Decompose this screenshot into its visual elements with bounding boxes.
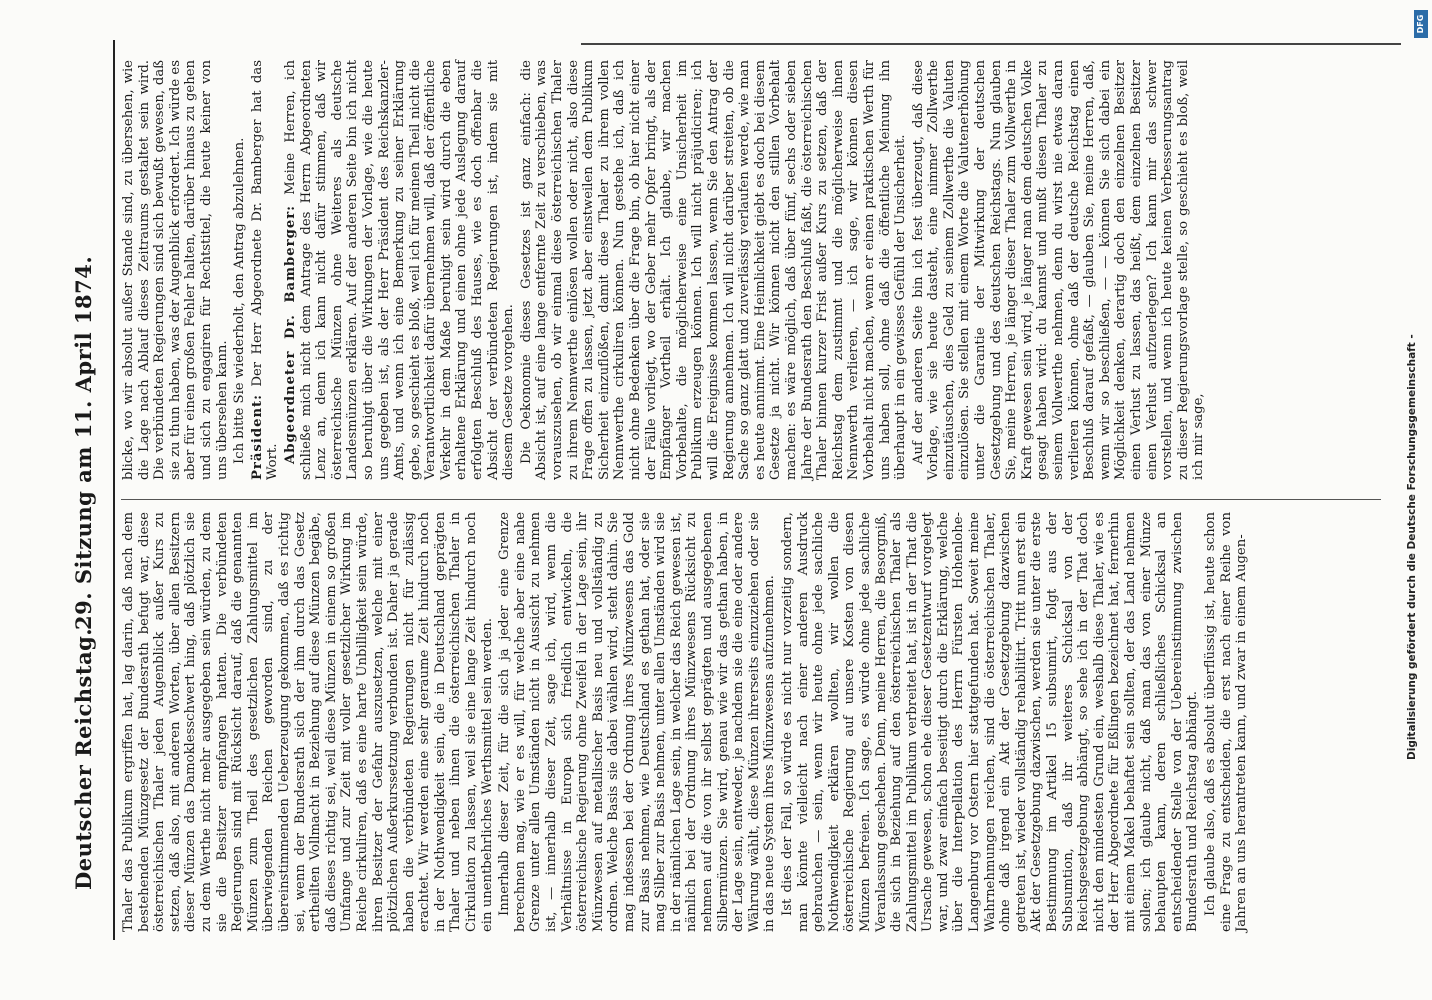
paragraph: Ich glaube also, daß es absolut überflüssig ist, heute schon eine Frage zu entscheiden, die erst nach einer Reihe von Jahren an uns herantreten kann, und zwar in einem Augen-	[1202, 512, 1250, 932]
paragraph: Ist dies der Fall, so würde es nicht nur vorzeitig sondern, man könnte vielleicht nach einer anderen Ausdruck gebrauchen — sein, wenn wir heute ohne jede sachliche Nothwendigkeit erklären wollten, wir wollen die österreichische Regierung auf unsere Kosten von diesen Münzen befreien. Ich sage, es würde ohne jede sachliche Veranlassung geschehen. Denn, meine Herren, die Besorgniß, die sich in Beziehung auf den österreichischen Thaler als Zahlungsmittel im Publikum verbreitet hat, ist in der That die Ursache gewesen, schon ehe dieser Gesetzentwurf vorgelegt war, und zwar einfach beseitigt durch die Erklärung, welche über die Interpellation des Herrn Fürsten Hohenlohe-Langenburg vor Ostern hier stattgefunden hat. Soweit meine Wahrnehmungen reichen, sind die österreichischen Thaler, ohne daß irgend ein Akt der Gesetzgebung dazwischen getreten ist, wieder vollständig rehabilitirt. Tritt nun erst ein Akt der Gesetzgebung dazwischen, werden sie unter die erste Bestimmung im Artikel 15 subsumirt, folgt aus der Subsumtion, daß ihr weiteres Schicksal von der Reichsgesetzgebung abhängt, so sehe ich in der That doch nicht den mindesten Grund ein, weshalb diese Thaler, wie es der Herr Abgeordnete für Eßlingen bezeichnet hat, fernerhin mit einem Makel behaftet sein sollten, der das Land nehmen sollen; ich glaube nicht, daß man das von einer Münze behaupten kann, deren schließliches Schicksal an entscheidender Stelle von der Uebereinstimmung zwischen Bundesrath und Reichstag abhängt.	[779, 512, 1201, 932]
paragraph: Ich bitte Sie wiederholt, den Antrag abzulehnen.	[232, 137, 248, 464]
running-title-center: 29. Sitzung am 11. April 1874.	[71, 255, 96, 630]
paragraph: Die Oekonomie dieses Gesetzes ist ganz einfach: die Absicht ist, auf eine lange entfernte Zeit zu verschieben, was vorauszusehen, ob wir einmal diese österreichischen Thaler zu ihrem Nennwerthe einlösen wollen oder nicht, also diese Frage offen zu lassen, jetzt aber einstweilen dem Publikum Sicherheit einzuflößen, damit diese Thaler zu ihrem vollen Nennwerthe cirkuliren können. Nun gestehe ich, daß ich nicht ohne Bedenken über die Frage bin, ob hier nicht einer der Fälle vorliegt, wo der Geber mehr Opfer bringt, als der Empfänger Vortheil erhält. Ich glaube, wir machen Vorbehalte, die möglicherweise eine Unsicherheit im Publikum erzeugen können. Ich will nicht präjudiciren; ich will die Ereignisse kommen lassen, wenn Sie den Antrag der Regierung annehmen. Ich will nicht darüber streiten, ob die Sache so ganz glatt und zuverlässig verlaufen werde, wie man es heute annimmt. Eine Heimlichkeit giebt es doch bei diesem Gesetze ja nicht. Wir können nicht den stillen Vorbehalt machen: es wäre möglich, daß über fünf, sechs oder sieben Jahre der Bundesrath den Beschluß faßt, die österreichischen Thaler binnen kurzer Frist außer Kurs zu setzen, daß der Reichstag dem zustimmt und die möglicherweise ihnen Nennwerth verlieren, — ich sage, wir können diesen Vorbehalt nicht machen, wenn er einen praktischen Werth für uns haben soll, ohne daß die öffentliche Meinung ihn überhaupt in ein gewisses Gefühl der Unsicherheit.	[518, 60, 909, 480]
paragraph: Thaler das Publikum ergriffen hat, lag darin, daß nach dem bestehenden Münzgesetz der Bundesrath befugt war, diese österreichischen Thaler jeden Augenblick außer Kurs zu setzen, daß also, mit anderen Worten, über allen Besitzern dieser Münzen das Damoklesschwert hing, daß plötzlich sie zu dem Werthe nicht mehr ausgegeben sein würden, zu dem sie die Besitzer empfangen hatten. Die verbündeten Regierungen sind mit Rücksicht darauf, daß die genannten Münzen zum Theil des gesetzlichen Zahlungsmittel im überwiegenden Reichen geworden sind, zu der übereinstimmenden Ueberzeugung gekommen, daß es richtig sei, wenn der Bundesrath sich der ihm durch das Gesetz ertheilten Vollmacht in Beziehung auf diese Münzen begäbe, daß dieses richtig sei, weil diese Münzen in einem so großen Umfange und zur Zeit mit voller gesetzlicher Wirkung im Reiche cirkuliren, daß es eine harte Unbilligkeit sein würde, ihren Besitzer der Gefahr auszusetzen, welche mit einer plötzlichen Außerkurssetzung verbunden ist. Daher ja gerade haben die verbündeten Regierungen nicht für zulässig erachtet. Wir werden eine sehr geraume Zeit hindurch noch in der Nothwendigkeit sein, die in Deutschland geprägten Thaler und neben ihnen die österreichischen Thaler in Cirkulation zu lassen, weil sie eine lange Zeit hindurch noch ein unentbehrliches Werthsmittel sein werden.	[121, 512, 495, 932]
paragraph: Innerhalb dieser Zeit, für die sich ja jeder eine Grenze berechnen mag, wie er es will, für welche aber eine nahe Grenze unter allen Umständen nicht in Aussicht zu nehmen ist, — innerhalb dieser Zeit, sage ich, wird, wenn die Verhältnisse in Europa sich friedlich entwickeln, die österreichische Regierung ohne Zweifel in der Lage sein, ihr Münzwesen auf metallischer Basis neu und vollständig zu ordnen. Welche Basis sie dabei wählen wird, steht dahin. Sie mag indessen bei der Ordnung ihres Münzwesens das Gold zur Basis nehmen, wie Deutschland es gethan hat, oder sie mag Silber zur Basis nehmen, unter allen Umständen wird sie in der nämlichen Lage sein, in welcher das Reich gewesen ist, nämlich bei der Ordnung ihres Münzwesens Rücksicht zu nehmen auf die von ihr selbst geprägten und ausgegebenen Silbermünzen. Sie wird, genau wie wir das gethan haben, in der Lage sein, entweder, je nachdem sie die eine oder andere Währung wählt, diese Münzen ihrerseits einzuziehen oder sie in das neue System ihres Münzwesens aufzunehmen.	[497, 512, 778, 932]
column-right	[121, 60, 1381, 480]
speaker-intro	[283, 60, 517, 480]
paragraph: Auf der anderen Seite bin ich fest überzeugt, daß diese Vorlage, wie sie heute dasteht, eine nimmer Zollwerthe einzutäuschen, dies Geld zu seinem Zollwerthe die Valuten einzulösen. Sie stellen mit einem Worte die Valutenerhöhung unter die Garantie der Mitwirkung der deutschen Gesetzgebung und des deutschen Reichstags. Nun glauben Sie, meine Herren, je länger dieser Thaler zum Vollwerthe in Kraft gewesen sein wird, je länger man dem deutschen Volke gesagt haben wird: du kannst und mußt diesen Thaler zu seinem Vollwerthe nehmen, denn du wirst nie etwas daran verlieren können, ohne daß der deutsche Reichstag einen Beschluß darauf gefaßt, — glauben Sie, meine Herren, daß, wenn wir so beschließen, — — können Sie sich dabei ein Möglichkeit denken, derartig doch den einzelnen Besitzer einen Verlust zu lassen, das heißt, dem einzelnen Besitzer einen Verlust aufzuerlegen? Ich kann mir das schwer vorstellen, und wenn ich heute keinen Verbesserungsantrag zu dieser Regierungsvorlage stelle, so geschieht es bloß, weil ich mir sage,	[910, 60, 1207, 480]
column-left	[121, 512, 1381, 932]
header-rule	[113, 40, 115, 940]
president-text: Der Herr Abgeordnete Dr. Bamberger hat das Wort.	[249, 60, 281, 480]
paragraph: blicke, wo wir absolut außer Stande sind, zu übersehen, wie die Lage nach Ablauf dieses Zeitraums gestaltet sein wird. Die verbündeten Regierungen sind sich bewußt gewesen, daß sie zu thun haben, was der Augenblick erfordert. Ich würde es aber für einen großen Fehler halten, darüber hinaus zu gehen und sich zu engagiren für Rechtstitel, die heute keiner von uns übersehen kann.	[121, 60, 230, 480]
paragraph: Meine Herren, ich schließe mich nicht dem Antrage des Herrn Abgeordneten Lenz an, denn ich kann nicht dafür stimmen, daß wir österreichische Münzen ohne Weiteres als deutsche Landesmünzen erklären. Auf der anderen Seite bin ich nicht so beruhigt über die Wirkungen der Vorlage, wie die heute uns gegeben ist, als der Herr Präsident des Reichskanzler-Amts, und wenn ich eine Bemerkung zu seiner Erklärung gebe, so geschieht es bloß, weil ich für meinen Theil nicht die Verantwortlichkeit dafür übernehmen will, daß der öffentliche Verkehr in dem Maße beruhigt sein wird durch die eben erhaltene Erklärung und einen ohne jede Auslegung darauf erfolgten Beschluß des Hauses, wie es doch offenbar die Absicht der verbündeten Regierungen ist, indem sie mit diesem Gesetze vorgehen.	[282, 60, 517, 480]
speaker-label-bamberger: Abgeordneter Dr. Bamberger:	[282, 204, 298, 464]
column-divider	[121, 499, 1381, 500]
speaker-label-president: Präsident:	[249, 393, 265, 480]
edge-rule	[581, 43, 1401, 45]
newspaper-page	[21, 0, 1411, 1000]
running-title-left: Deutscher Reichstag.	[71, 627, 96, 890]
dfg-logo	[1414, 10, 1428, 38]
dfg-logo-text: DFG	[1416, 14, 1425, 34]
president-remark	[250, 60, 281, 480]
credit-text: Digitalisierung gefördert durch die Deutsche Forschungsgemeinschaft -	[1406, 334, 1418, 760]
digitization-credit	[1400, 40, 1424, 760]
page-header	[71, 50, 111, 930]
